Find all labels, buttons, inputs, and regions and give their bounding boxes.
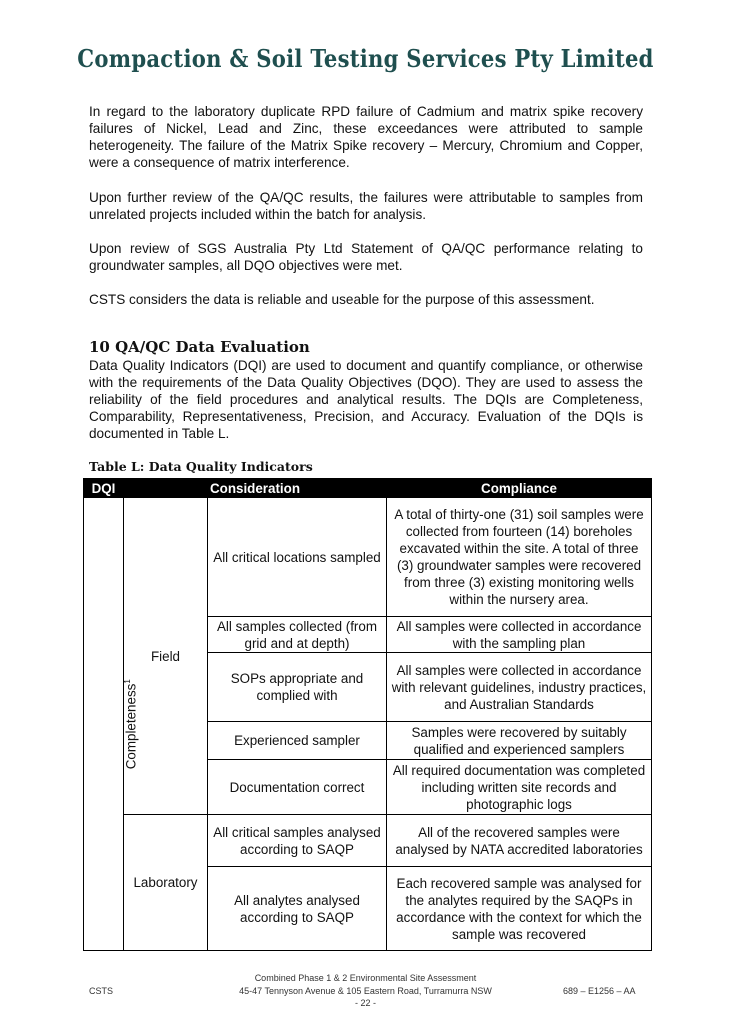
- consideration-cell: All analytes analysed according to SAQP: [208, 867, 387, 951]
- compliance-cell: A total of thirty-one (31) soil samples were collected from fourteen (14) boreholes excavated within the site. A total of three (3) groundwater samples were recovered from three (3) existing monitoring wells within the nursery area.: [387, 498, 652, 617]
- group-field: Field: [124, 498, 208, 815]
- table-row: [84, 815, 652, 867]
- compliance-cell: Each recovered sample was analysed for the analytes required by the SAQPs in accordance with the context for which the sample was recovered: [387, 867, 652, 951]
- dqi-label: Completeness$^1$: [122, 678, 139, 770]
- compliance-cell: Samples were recovered by suitably qualified and experienced samplers: [387, 722, 652, 760]
- paragraph-rpd-failures: In regard to the laboratory duplicate RPD failure of Cadmium and matrix spike recovery failures of Nickel, Lead and Zinc, these exceedances were attributed to sample heterogeneity. The failure of the Matrix Spike recovery – Mercury, Chromium and Copper, were a consequence of matrix interference.: [89, 104, 643, 170]
- footer-site-address: 45-47 Tennyson Avenue & 105 Eastern Road, Turramurra NSW: [239, 986, 492, 996]
- table-header-row: [84, 479, 652, 498]
- compliance-cell: All of the recovered samples were analysed by NATA accredited laboratories: [387, 815, 652, 867]
- table-row: [84, 498, 652, 617]
- paragraph-sgs-review: Upon review of SGS Australia Pty Ltd Statement of QA/QC performance relating to groundwater samples, all DQO objectives were met.: [89, 241, 643, 273]
- paragraph-conclusion: CSTS considers the data is reliable and useable for the purpose of this assessment.: [89, 292, 595, 307]
- footer-page-number: - 22 -: [354, 998, 376, 1008]
- header-dqi: DQI: [84, 479, 124, 498]
- footer-report-number: 689 – E1256 – AA: [563, 986, 636, 996]
- footer-report-title: Combined Phase 1 & 2 Environmental Site Assessment: [254, 973, 477, 983]
- consideration-cell: All critical samples analysed according to SAQP: [208, 815, 387, 867]
- section-heading: 10 QA/QC Data Evaluation: [89, 338, 310, 356]
- table-caption: Table L: Data Quality Indicators: [89, 459, 313, 474]
- consideration-cell: Documentation correct: [208, 760, 387, 815]
- header-compliance: Compliance: [387, 479, 652, 498]
- compliance-cell: All samples were collected in accordance with the sampling plan: [387, 617, 652, 653]
- compliance-cell: All samples were collected in accordance with relevant guidelines, industry practices, and Australian Standards: [387, 653, 652, 722]
- consideration-cell: All samples collected (from grid and at depth): [208, 617, 387, 653]
- dqi-table: [83, 478, 652, 951]
- company-title: Compaction & Soil Testing Services Pty Limited: [77, 44, 654, 73]
- consideration-cell: Experienced sampler: [208, 722, 387, 760]
- consideration-cell: All critical locations sampled: [208, 498, 387, 617]
- consideration-cell: SOPs appropriate and complied with: [208, 653, 387, 722]
- footer-company: CSTS: [89, 986, 114, 996]
- compliance-cell: All required documentation was completed including written site records and photographic logs: [387, 760, 652, 815]
- group-laboratory: Laboratory: [124, 815, 208, 951]
- header-consideration: Consideration: [124, 479, 387, 498]
- section-body: Data Quality Indicators (DQI) are used to document and quantify compliance, or otherwise with the requirements of the Data Quality Objectives (DQO). They are used to assess the reliability of the field procedures and analytical results. The DQIs are Completeness, Comparability, Representativeness, Precision, and Accuracy. Evaluation of the DQIs is documented in Table L.: [89, 358, 643, 441]
- dqi-cell: [84, 498, 139, 951]
- paragraph-qaqc-review: Upon further review of the QA/QC results, the failures were attributable to samples from unrelated projects included within the batch for analysis.: [89, 190, 643, 222]
